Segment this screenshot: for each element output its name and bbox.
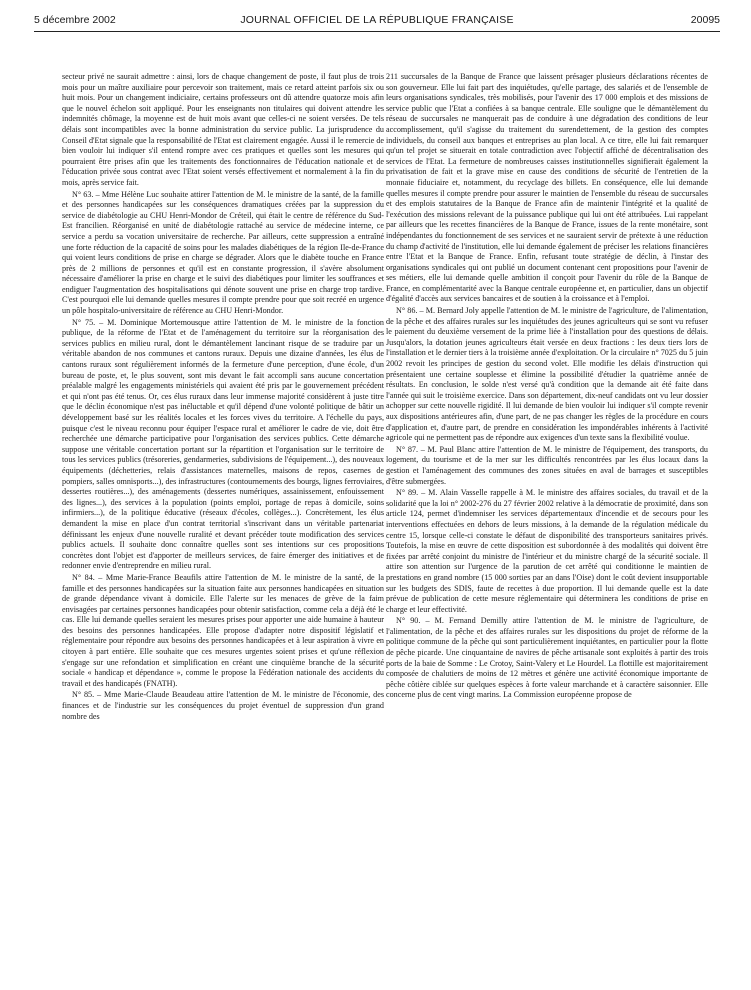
header-rule <box>34 31 720 32</box>
paragraph: N° 87. – M. Paul Blanc attire l'attention de M. le ministre de l'équipement, des transports, du logement, du tourisme et de la mer sur les difficultés rencontrées par les élus locaux dans la gestion et l'aménagement des communes des zones situées en aval de barrages et susceptibles d'être submergées. <box>386 444 708 486</box>
paragraph: N° 75. – M. Dominique Mortemousque attire l'attention de M. le ministre de la fonction publique, de la réforme de l'Etat et de l'aménagement du territoire sur la réorganisation des services publics en milieu rural, dont le démantèlement lancinant risque de se traduire par un véritable abandon de nos communes et cantons ruraux. Depuis une dizaine d'années, les élus de cantons ruraux sont régulièrement informés de la fermeture d'une perception, d'une école, d'un bureau de poste, et, le plus souvent, sont mis devant le fait accompli sans aucune concertation préalable malgré les engagements ministériels qui avaient été pris par le gouvernement précédent et qui n'ont pas été tenus. Or, ces élus ruraux dans leur immense majorité considèrent à juste titre que le déclin économique n'est pas inéluctable et qu'il dépend d'une volonté politique de bâtir un développement basé sur les réalités locales et les forces vives du territoire. A l'échelle du pays, puisque c'est le niveau reconnu pour équiper l'espace rural et améliorer le cadre de vie, doit être recherchée une démarche participative pour l'organisation des services publics. Cette démarche suppose une véritable concertation portant sur la répartition et l'organisation sur le territoire de tous les services publics (trésoreries, gendarmeries, subdivisions de l'équipement...), des nouveaux équipements (déchetteries, relais d'assistances maternelles, maisons de repos, casernes de pompiers, salles omnisports...), des infrastructures (contournements des bourgs, lignes ferroviaires, dessertes routières...), des aménagements (dessertes numériques, assainissement, enfouissement des lignes...), des services à la population (points emploi, portage de repas à domicile, soins infirmiers...), de la politique éducative (réseaux d'écoles, collèges...). Concrètement, les élus demandent la mise en place d'un contrat territorial s'inscrivant dans un véritable partenariat définissant les enjeux d'une nouvelle ruralité et devant précéder toute modification des services publics actuels. Il souhaite donc connaître quelles sont ses intentions sur ces propositions concrètes dont l'objet est d'apporter de meilleurs services, de faire émerger des initiatives et de redonner envie d'entreprendre en milieu rural. <box>62 317 384 571</box>
header-date: 5 décembre 2002 <box>34 14 116 26</box>
right-column <box>386 72 708 984</box>
paragraph: N° 90. – M. Fernand Demilly attire l'attention de M. le ministre de l'agriculture, de l'alimentation, de la pêche et des affaires rurales sur les dispositions du projet de réforme de la politique commune de la pêche qui sont particulièrement inquiétantes, en particulier pour la flotte de pêche picarde. Une cinquantaine de navires de pêche artisanale sont exploités à partir des trois ports de la baie de Somme : Le Crotoy, Saint-Valery et Le Hourdel. La flottille est majoritairement composée de chalutiers de moins de 12 mètres et génère une activité économique importante de pêche côtière ciblée sur quelques espèces à forte valeur marchande et à caractère saisonnier. Elle concerne plus de cent vingt marins. La Commission européenne propose de <box>386 616 708 700</box>
paragraph: N° 89. – M. Alain Vasselle rappelle à M. le ministre des affaires sociales, du travail et de la solidarité que la loi n° 2002-276 du 27 février 2002 relative à la démocratie de proximité, dans son article 124, permet d'indemniser les services départementaux d'incendie et de secours pour les interventions effectuées en dehors de leurs missions, à la demande de la régulation médicale du centre 15, lorsque celle-ci constate le défaut de disponibilité des transporteurs sanitaires privés. Toutefois, la mise en œuvre de cette disposition est subordonnée à des modalités qui doivent être fixées par arrêté conjoint du ministre de l'intérieur et du ministre chargé de la sécurité sociale. Il attire son attention sur l'urgence de la parution de cet arrêté qui conditionne le maintien de prestations en grand nombre (15 000 sorties par an dans l'Oise) dont le coût devient insupportable sur les budgets des SDIS, faute de recettes à due proportion. Il lui demande quelle est la date prévue de publication de cette mesure réglementaire qui déterminera les conditions de prise en charge et leur effectivité. <box>386 488 708 614</box>
left-column <box>62 72 384 984</box>
header-journal-title: JOURNAL OFFICIEL DE LA RÉPUBLIQUE FRANÇAISE <box>240 14 514 26</box>
paragraph: N° 63. – Mme Hélène Luc souhaite attirer l'attention de M. le ministre de la santé, de la famille et des personnes handicapées sur les conséquences dramatiques créées par la suppression du service de diabétologie au CHU Henri-Mondor de Créteil, qui était le centre de référence du Sud-Est francilien. Réorganisé en unité de diabétologie rattaché au service de médecine interne, ce service a perdu sa vocation universitaire de recherche. Par ailleurs, cette suppression a entraîné une forte réduction de la capacité de soins pour les malades diabétiques de la région Ile-de-France qui voient leurs conditions de prise en charge se dégrader. Alors que le diabète touche en France près de 2 millions de personnes et qu'il est en constante progression, il s'avère absolument nécessaire d'améliorer la prise en charge et le suivi des diabétiques pour limiter les souffrances et endiguer l'augmentation des hospitalisations qui dénote souvent une prise en charge trop tardive. C'est pourquoi elle lui demande quelles mesures il compte prendre pour que soit recréé en urgence un pôle hospitalo-universitaire de référence au CHU Henri-Mondor. <box>62 189 384 316</box>
header-page-number: 20095 <box>690 14 720 26</box>
paragraph: 211 succursales de la Banque de France que laissent présager plusieurs déclarations récentes de son gouverneur. Elle lui fait part des inquiétudes, qu'elle partage, des salariés et de l'ensemble de leurs organisations syndicales, très mobilisés, pour l'avenir des 17 000 emplois et des missions de service public que l'Etat a confiées à sa banque centrale. Elle souligne que le démantèlement du réseau de succursales ne manquerait pas de conduire à une dégradation des conditions de leur accomplissement, qu'il s'agisse du traitement du surendettement, de la gestion des comptes individuels, du conseil aux banques et entreprises au plan local. A ce titre, elle lui fait remarquer qu'un tel projet se situerait en totale contradiction avec l'objectif affiché de décentralisation des services de l'Etat. La fermeture de nombreuses caisses institutionnelles signifierait également la privatisation de fait et la grave mise en cause des conditions de sécurité de l'entretien de la monnaie fiduciaire et, notamment, du recyclage des billets. En conséquence, elle lui demande quelles mesures il compte prendre pour assurer le maintien de l'ensemble du réseau de succursales et des emplois statutaires de la Banque de France afin de maintenir l'intégrité et la qualité de l'exécution des missions relevant de la puissance publique qui lui ont été attribuées. Lui rappelant par ailleurs que les recettes financières de la Banque de France, issues de la rente monétaire, sont indépendantes du fonctionnement de ses services et ne sauraient servir de prétexte à une réduction du champ d'activité de l'institution, elle lui demande également de préciser les relations financières entre l'Etat et la Banque de France. Enfin, refusant toute stratégie de déclin, à l'instar des organisations syndicales qui ont publié un document contenant cent propositions pour l'avenir de ses métiers, elle lui demande quelle ambition il conçoit pour l'avenir du rôle de la Banque de France, en complémentarité avec la Banque centrale européenne et, en particulier, dans un objectif d'égalité d'accès aux services bancaires et de soutien à la croissance et à l'emploi. <box>386 72 708 304</box>
paragraph: secteur privé ne saurait admettre : ainsi, lors de chaque changement de poste, il faut plus de trois mois pour un maître auxiliaire pour percevoir son traitement, mais ce retard atteint parfois six ou huit mois. Pour un changement indiciaire, certains professeurs ont dû attendre quatorze mois afin que le nouvel échelon soit appliqué. Pour les enseignants non titulaires qui doivent attendre les indemnités chômage, la moyenne est de huit mois avant que celles-ci ne soient versées. De tels délais sont incompatibles avec la bonne administration du service public. La jurisprudence du Conseil d'Etat signale que la responsabilité de l'Etat est clairement engagée. Aussi il le remercie de bien vouloir lui indiquer s'il entend rompre avec ces pratiques et quelles sont les mesures qui pourraient être prises afin que les traitements des fonctionnaires de l'éducation nationale et de l'éducation privée sous contrat avec l'Etat soient versés effectivement et normalement à la fin du mois, après service fait. <box>62 72 384 187</box>
page-header <box>34 14 720 30</box>
paragraph: N° 84. – Mme Marie-France Beaufils attire l'attention de M. le ministre de la santé, de la famille et des personnes handicapées sur la situation faite aux personnes handicapées en situation de grande dépendance vivant à domicile. Elle l'alerte sur les menaces de grève de la faim envisagées par certaines personnes handicapées pour obtenir satisfaction, comme cela a déjà été le cas. Elle lui demande quelles seraient les mesures prises pour apporter une aide humaine à hauteur des besoins des personnes handicapées. Elle propose d'adapter notre dispositif législatif et réglementaire pour répondre aux besoins des personnes handicapées et à leur aspiration à vivre en citoyen à part entière. Elle souhaite que ces mesures urgentes soient prises et qu'une réflexion s'engage sur une refondation et simplification en créant une cinquième branche de la sécurité sociale « handicap et dépendance », comme le propose la Fédération nationale des accidents du travail et des handicapés (FNATH). <box>62 572 384 688</box>
paragraph: N° 86. – M. Bernard Joly appelle l'attention de M. le ministre de l'agriculture, de l'alimentation, de la pêche et des affaires rurales sur les inquiétudes des jeunes agriculteurs qui se sont vu refuser le paiement du deuxième versement de la prime liée à l'installation pour des questions de délais. Jusqu'alors, la dotation jeunes agriculteurs était versée en deux fractions : les deux tiers lors de l'installation et le dernier tiers à la troisième année d'exploitation. Or la circulaire n° 7025 du 5 juin 2002 revoit les principes de gestion du second volet. Elle modifie les délais d'instruction qui présentaient une certaine souplesse et élimine la possibilité d'étudier la quatrième année de résultats. En conclusion, le solde n'est versé qu'à condition que la demande ait été faite dans l'année qui suit le troisième exercice. Dans son département, dix-neuf candidats ont vu leur dossier achopper sur cette nouvelle rigidité. Il lui demande de bien vouloir lui indiquer s'il compte revenir aux dispositions antérieures afin, d'une part, de ne pas changer les règles de la procédure en cours d'application et, d'autre part, de prendre en considération les impondérables inhérents à l'activité agricole qui ne permettent pas de répondre aux exigences d'un texte sans la flexibilité voulue. <box>386 306 708 443</box>
paragraph: N° 85. – Mme Marie-Claude Beaudeau attire l'attention de M. le ministre de l'économie, des finances et de l'industrie sur les conséquences du projet éventuel de suppression d'un grand nombre des <box>62 690 384 721</box>
